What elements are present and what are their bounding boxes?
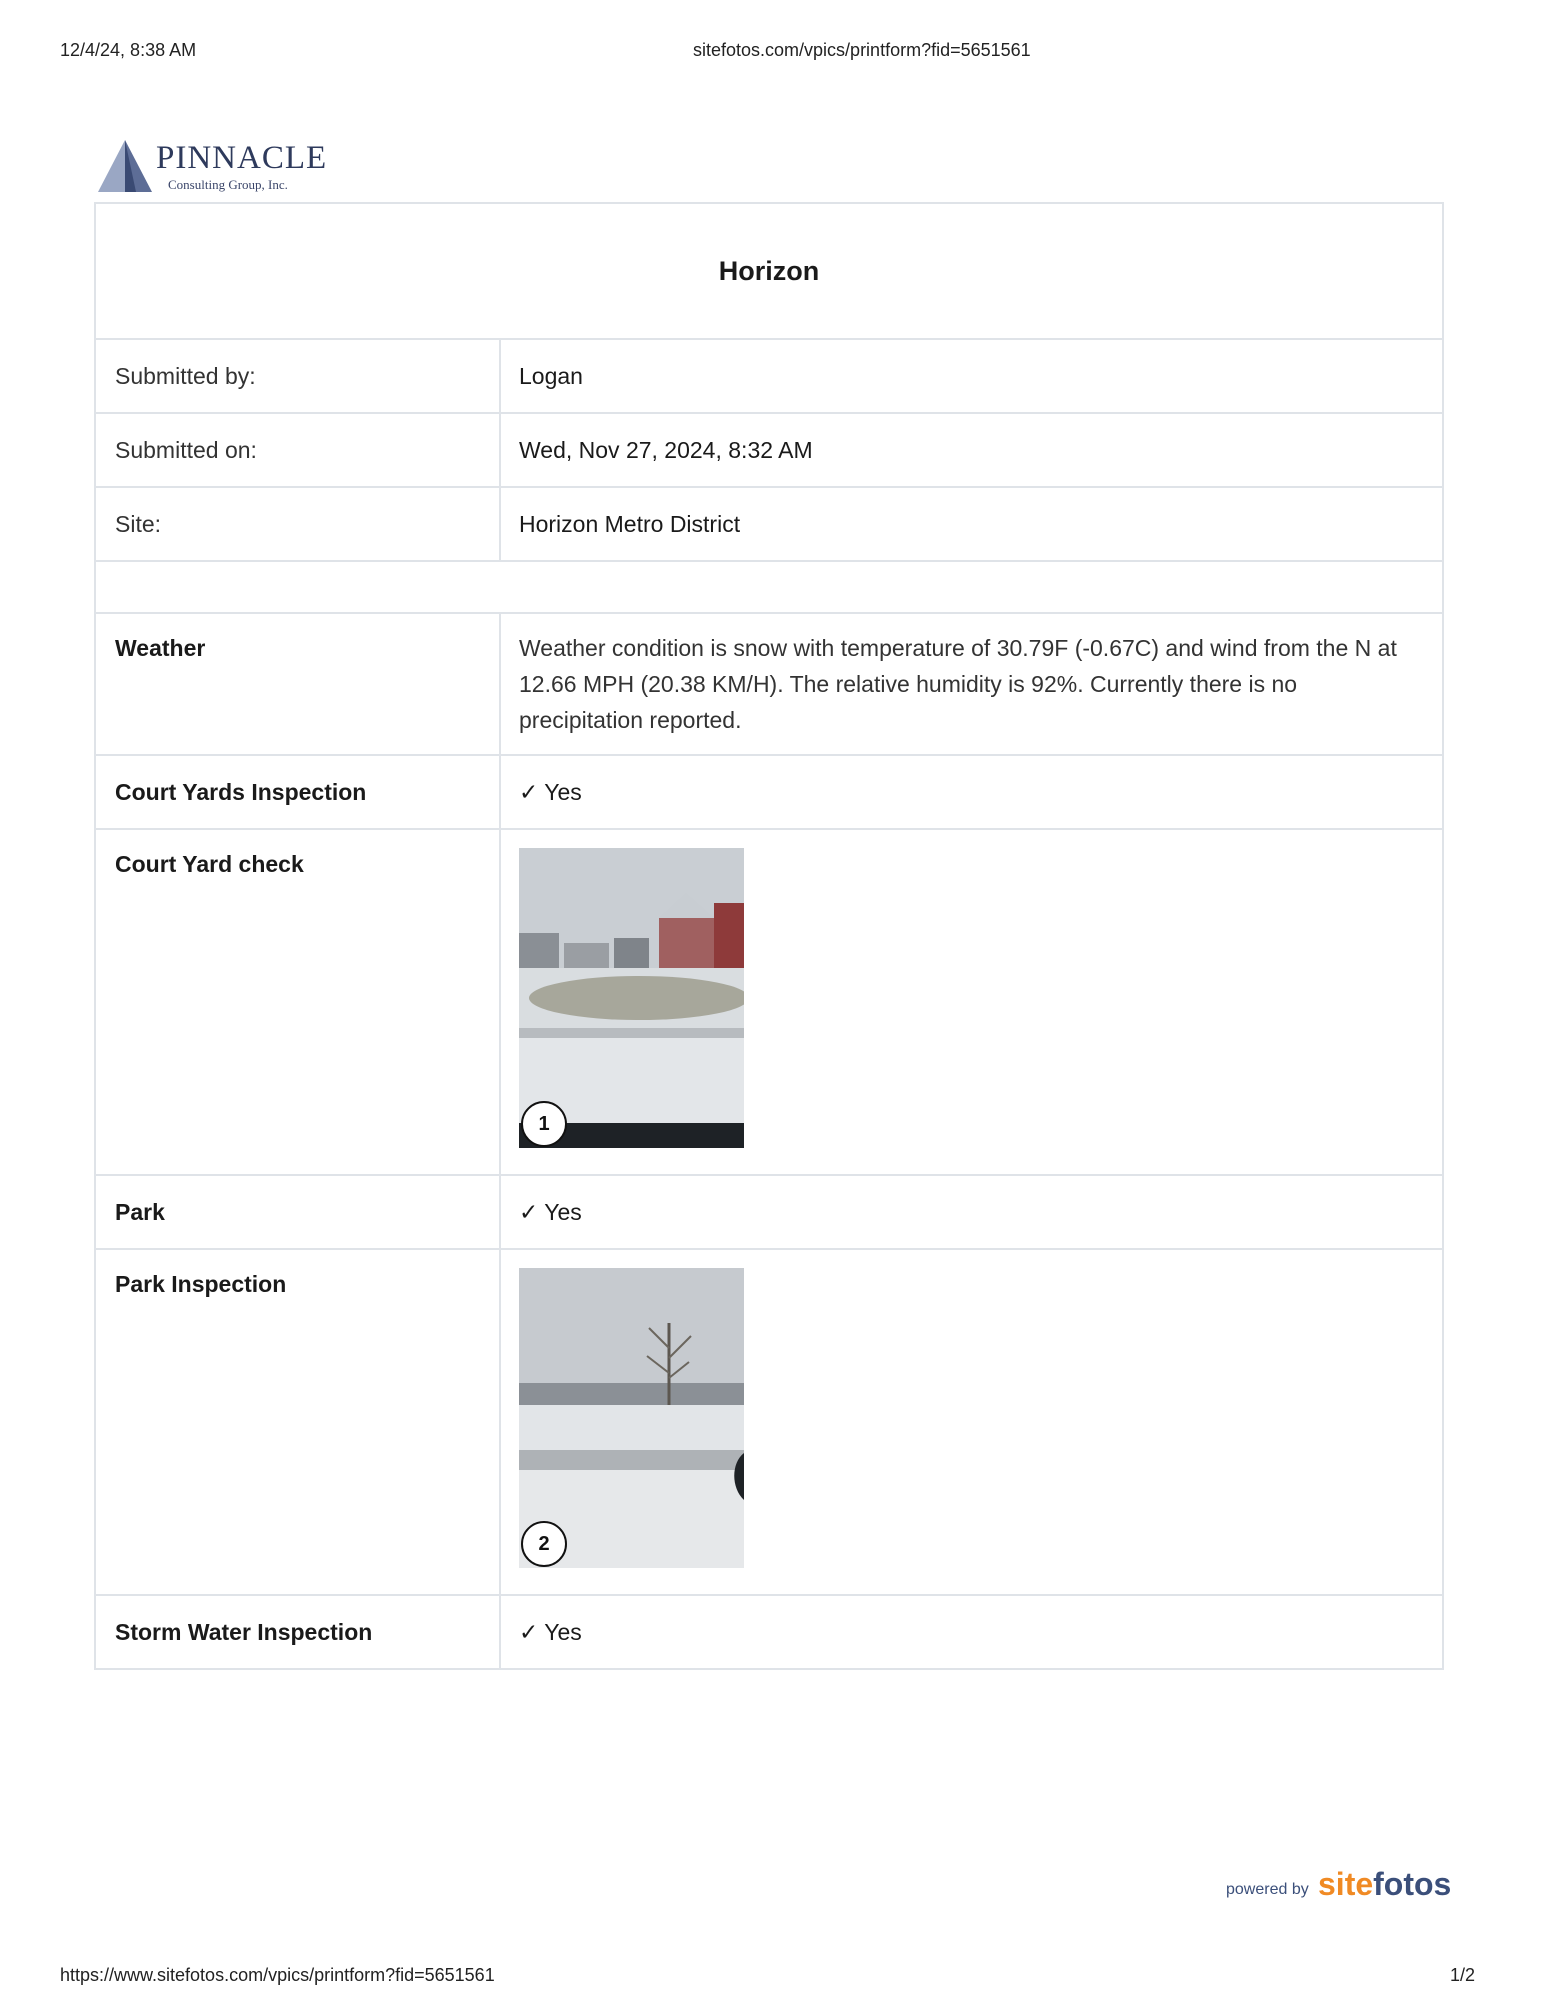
form-title-row	[96, 204, 1442, 338]
print-date: 12/4/24, 8:38 AM	[60, 40, 197, 60]
submitted-on-label: Submitted on:	[96, 414, 501, 486]
court-yards-label: Court Yards Inspection	[96, 756, 501, 828]
site-label: Site:	[96, 488, 501, 560]
park-label: Park	[96, 1176, 501, 1248]
pyramid-logo-icon	[96, 138, 154, 194]
submitted-by-label: Submitted by:	[96, 340, 501, 412]
sitefotos-logo: sitefotos	[1318, 1866, 1452, 1902]
storm-water-label: Storm Water Inspection	[96, 1596, 501, 1668]
print-url: sitefotos.com/vpics/printform?fid=5651561	[693, 40, 1031, 60]
powered-by-sitefotos[interactable]	[1226, 1866, 1456, 1906]
storm-water-value: ✓ Yes	[519, 1619, 582, 1645]
court-yards-row	[96, 754, 1442, 828]
company-logo	[96, 138, 336, 196]
page-number: 1/2	[1450, 1965, 1476, 1985]
spacer-row	[96, 560, 1442, 612]
powered-by-text: powered by	[1226, 1881, 1309, 1898]
info-row-submitted-on	[96, 412, 1442, 486]
logo-name: PINNACLE	[156, 140, 328, 176]
form-title: Horizon	[718, 255, 820, 286]
park-row	[96, 1174, 1442, 1248]
submitted-by-value: Logan	[519, 363, 583, 389]
storm-water-row	[96, 1594, 1442, 1668]
logo-subtitle: Consulting Group, Inc.	[168, 177, 288, 192]
info-row-submitted-by	[96, 338, 1442, 412]
park-inspection-label: Park Inspection	[96, 1250, 501, 1594]
court-yard-check-label: Court Yard check	[96, 830, 501, 1174]
inspection-form	[94, 202, 1444, 1670]
court-yard-check-row	[96, 828, 1442, 1174]
court-yard-photo[interactable]	[519, 848, 744, 1148]
park-photo[interactable]	[519, 1268, 744, 1568]
submitted-on-value: Wed, Nov 27, 2024, 8:32 AM	[519, 437, 813, 463]
footer-url: https://www.sitefotos.com/vpics/printform?fid=5651561	[60, 1965, 495, 1985]
weather-row	[96, 612, 1442, 754]
park-value: ✓ Yes	[519, 1199, 582, 1225]
info-row-site	[96, 486, 1442, 560]
court-yards-value: ✓ Yes	[519, 779, 582, 805]
weather-label: Weather	[96, 614, 501, 754]
park-inspection-row	[96, 1248, 1442, 1594]
site-value: Horizon Metro District	[519, 511, 741, 537]
photo-number-badge: 2	[521, 1521, 567, 1567]
weather-value: Weather condition is snow with temperature of 30.79F (-0.67C) and wind from the N at 12.66 MPH (20.38 KM/H). The relative humidity is 92%. Currently there is no precipitation reported.	[519, 635, 1397, 733]
photo-number-badge: 1	[521, 1101, 567, 1147]
